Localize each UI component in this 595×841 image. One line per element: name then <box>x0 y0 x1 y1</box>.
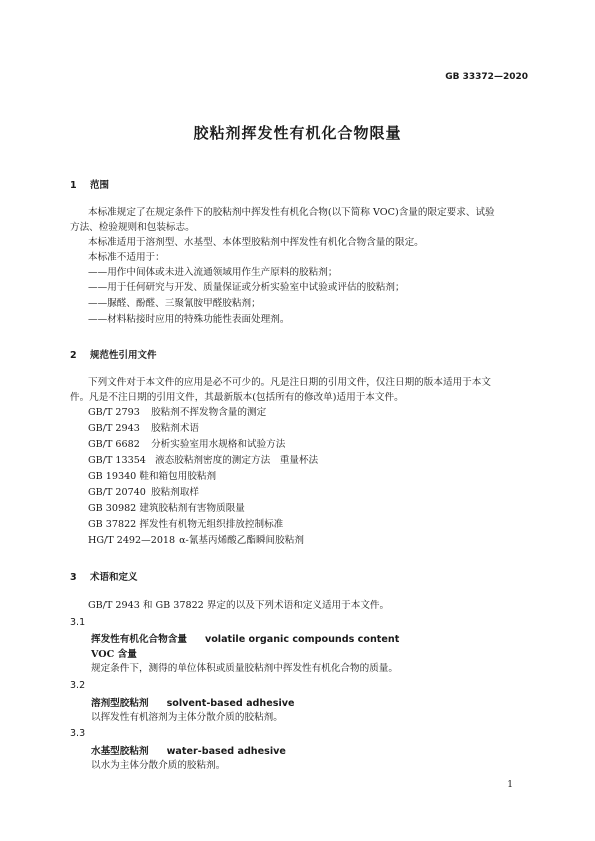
reference-item <box>88 422 199 436</box>
paragraph: 本标准适用于溶剂型、水基型、本体型胶粘剂中挥发性有机化合物含量的限定。 <box>88 237 424 248</box>
reference-title: 挥发性有机物无组织排放控制标准 <box>139 519 284 530</box>
reference-item <box>88 438 285 452</box>
page-title: 胶粘剂挥发性有机化合物限量 <box>193 124 402 142</box>
section-title: 范围 <box>90 180 110 191</box>
term-number: 3.2 <box>70 680 86 691</box>
list-item: ——材料粘接时应用的特殊功能性表面处理剂。 <box>88 314 290 325</box>
reference-item <box>88 406 266 420</box>
reference-code: GB/T 2943 <box>88 423 140 434</box>
term-chinese: 溶剂型胶粘剂 <box>91 698 149 709</box>
reference-code: GB 37822 <box>88 519 137 530</box>
section-3-heading <box>70 569 138 583</box>
term-chinese: 水基型胶粘剂 <box>91 746 149 757</box>
term-definition: 以水为主体分散介质的胶粘剂。 <box>91 760 226 771</box>
term-chinese: 挥发性有机化合物含量 <box>91 634 187 645</box>
page-number: 1 <box>507 780 513 790</box>
section-number: 3 <box>70 572 77 583</box>
reference-code: GB 19340 <box>88 471 137 482</box>
list-item: ——用作中间体或未进入流通领域用作生产原料的胶粘剂； <box>88 267 338 278</box>
term-english: solvent-based adhesive <box>166 698 295 709</box>
reference-code: GB/T 2793 <box>88 407 140 418</box>
section-number: 2 <box>70 350 77 361</box>
paragraph: 本标准不适用于： <box>88 252 165 263</box>
paragraph: GB/T 2943 和 GB 37822 界定的以及下列术语和定义适用于本文件。 <box>88 600 390 611</box>
reference-code: GB/T 6682 <box>88 439 140 450</box>
paragraph-line: 本标准规定了在规定条件下的胶粘剂中挥发性有机化合物(以下简称 VOC)含量的限定要求、试验 <box>88 207 495 218</box>
reference-item <box>88 470 216 484</box>
reference-title: 胶粘剂取样 <box>151 487 200 498</box>
section-number: 1 <box>70 180 77 191</box>
term-number: 3.3 <box>70 728 86 739</box>
term-english: water-based adhesive <box>166 746 286 757</box>
reference-code: GB/T 13354 <box>88 455 146 466</box>
term-english: volatile organic compounds content <box>204 634 400 645</box>
reference-title: 鞋和箱包用胶粘剂 <box>139 471 217 482</box>
paragraph-line: 下列文件对于本文件的应用是必不可少的。凡是注日期的引用文件，仅注日期的版本适用于本文 <box>88 377 491 388</box>
term-abbreviation: VOC 含量 <box>91 649 137 660</box>
reference-code: HG/T 2492—2018 <box>88 535 176 546</box>
reference-item <box>88 502 245 516</box>
reference-title: 胶粘剂不挥发物含量的测定 <box>151 407 267 418</box>
section-2-heading <box>70 347 157 361</box>
section-title: 术语和定义 <box>90 572 138 583</box>
reference-item <box>88 454 318 468</box>
reference-item <box>88 534 304 548</box>
reference-code: GB/T 20740 <box>88 487 146 498</box>
list-item: ——用于任何研究与开发、质量保证或分析实验室中试验或评估的胶粘剂； <box>88 282 405 293</box>
term-heading <box>91 743 286 757</box>
term-number: 3.1 <box>70 617 86 628</box>
section-1-heading <box>70 177 109 191</box>
reference-item <box>88 486 199 500</box>
reference-title: 分析实验室用水规格和试验方法 <box>151 439 286 450</box>
reference-title: 胶粘剂术语 <box>151 423 200 434</box>
paragraph-line: 件。凡是不注日期的引用文件，其最新版本(包括所有的修改单)适用于本文件。 <box>70 392 404 403</box>
reference-title: 液态胶粘剂密度的测定方法 重量杯法 <box>155 455 319 466</box>
term-definition: 规定条件下，测得的单位体积或质量胶粘剂中挥发性有机化合物的质量。 <box>91 663 398 674</box>
reference-item <box>88 518 283 532</box>
term-heading <box>91 631 399 645</box>
reference-title: 建筑胶粘剂有害物质限量 <box>139 503 245 514</box>
reference-title: α-氰基丙烯酸乙酯瞬间胶粘剂 <box>179 535 304 546</box>
term-definition: 以挥发性有机溶剂为主体分散介质的胶粘剂。 <box>91 712 283 723</box>
paragraph-line: 方法、检验规则和包装标志。 <box>70 222 195 233</box>
standard-code: GB 33372—2020 <box>445 72 528 82</box>
section-title: 规范性引用文件 <box>90 350 157 361</box>
term-heading <box>91 695 295 709</box>
reference-code: GB 30982 <box>88 503 137 514</box>
list-item: ——脲醛、酚醛、三聚氰胺甲醛胶粘剂； <box>88 298 261 309</box>
